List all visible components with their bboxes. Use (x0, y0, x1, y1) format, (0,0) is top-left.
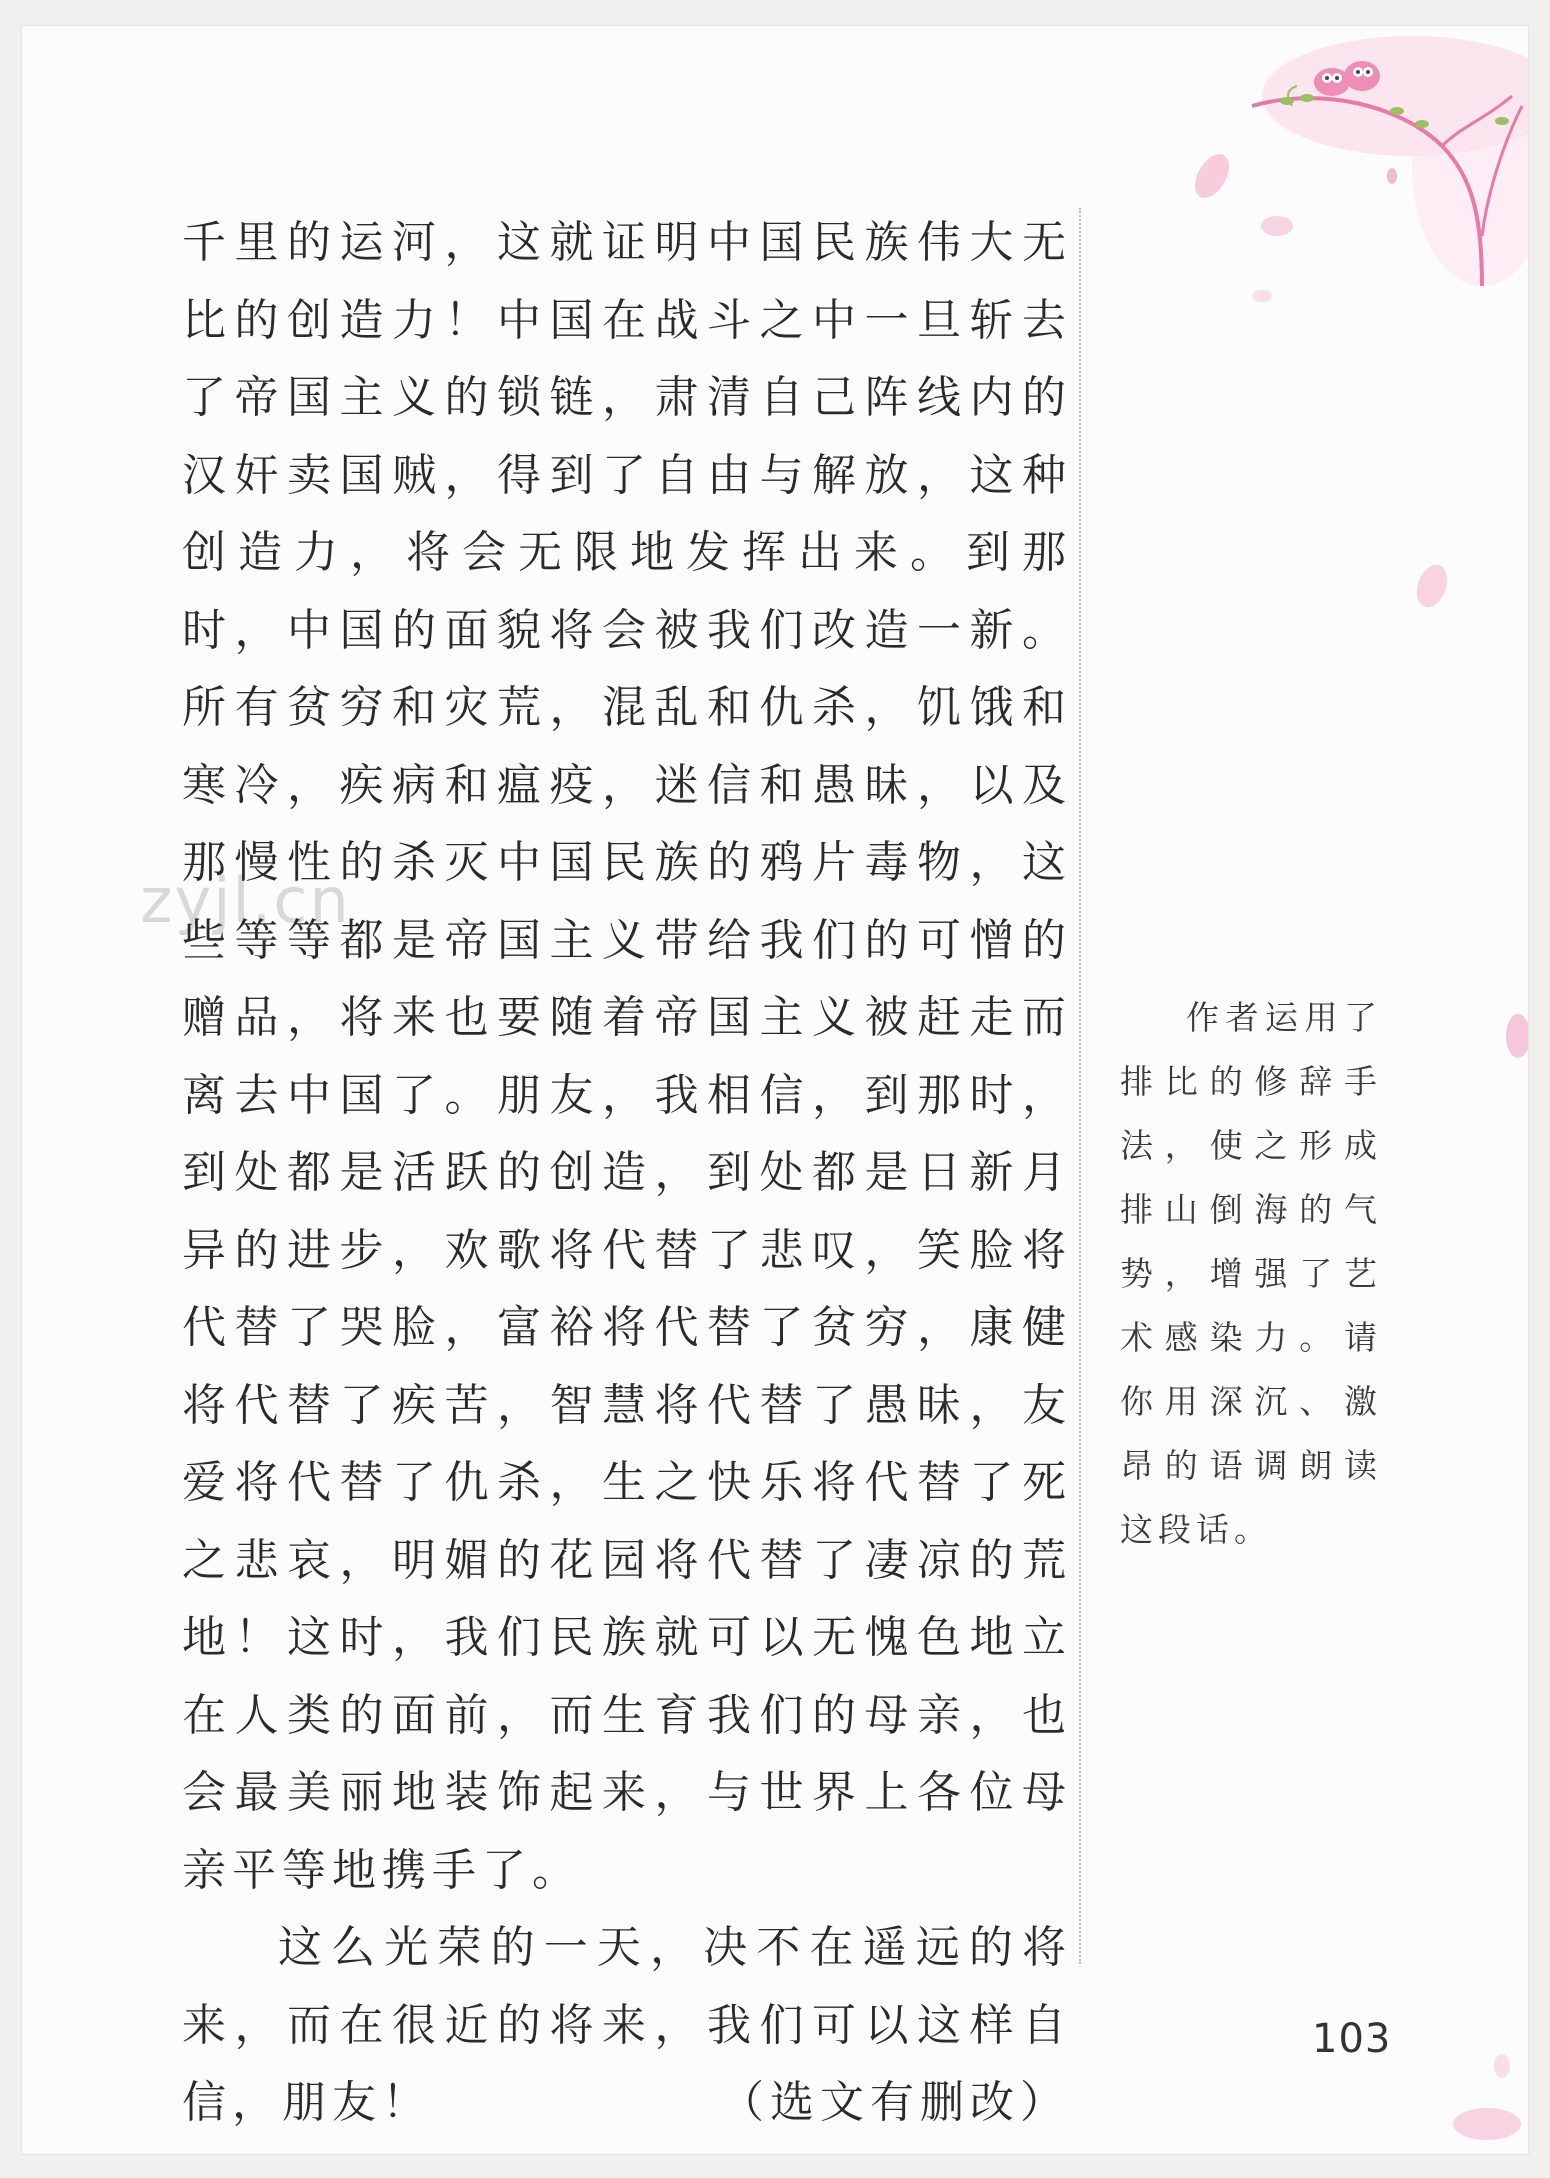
source-note: （选文有删改） (720, 2077, 1070, 2128)
pink-petal-icon (1492, 1006, 1528, 1066)
book-page (22, 26, 1528, 2154)
body-paragraph: 千里的运河，这就证明中国民族伟大无比的创造力！中国在战斗之中一旦斩去了帝国主义的锁链，肃清自己阵线内的汉奸卖国贼，得到了自由与解放，这种创造力，将会无限地发挥出来。到那时，中国的面貌将会被我们改造一新。所有贫穷和灾荒，混乱和仇杀，饥饿和寒冷，疾病和瘟疫，迷信和愚昧，以及那慢性的杀灭中国民族的鸦片毒物，这些等等都是帝国主义带给我们的可憎的赠品，将来也要随着帝国主义被赶走而离去中国了。朋友，我相信，到那时，到处都是活跃的创造，到处都是日新月异的进步，欢歌将代替了悲叹，笑脸将代替了哭脸，富裕将代替了贫穷，康健将代替了疾苦，智慧将代替了愚昧，友爱将代替了仇杀，生之快乐将代替了死之悲哀，明媚的花园将代替了凄凉的荒地！这时，我们民族就可以无愧色地立在人类的面前，而生育我们的母亲，也会最美丽地装饰起来，与世界上各位母亲平等地携手了。 (182, 217, 1072, 1896)
side-annotation-text: 作者运用了排比的修辞手法，使之形成排山倒海的气势，增强了艺术感染力。请你用深沉、激昂的语调朗读这段话。 (1120, 998, 1382, 1549)
pink-petal-icon (1402, 556, 1462, 616)
main-text-block (182, 204, 1072, 2142)
page-number: 103 (1312, 2016, 1392, 2062)
body-paragraph: 这么光荣的一天，决不在遥远的将来，而在很近的将来，我们可以这样自信，朋友！ (182, 1922, 1072, 2128)
watermark-text: zyjl.cn (140, 864, 351, 937)
pink-branch-owls-decoration (1182, 26, 1528, 446)
side-annotation (1120, 986, 1382, 1562)
pink-petals-decoration (1402, 2026, 1528, 2154)
dotted-divider (1079, 208, 1081, 1964)
